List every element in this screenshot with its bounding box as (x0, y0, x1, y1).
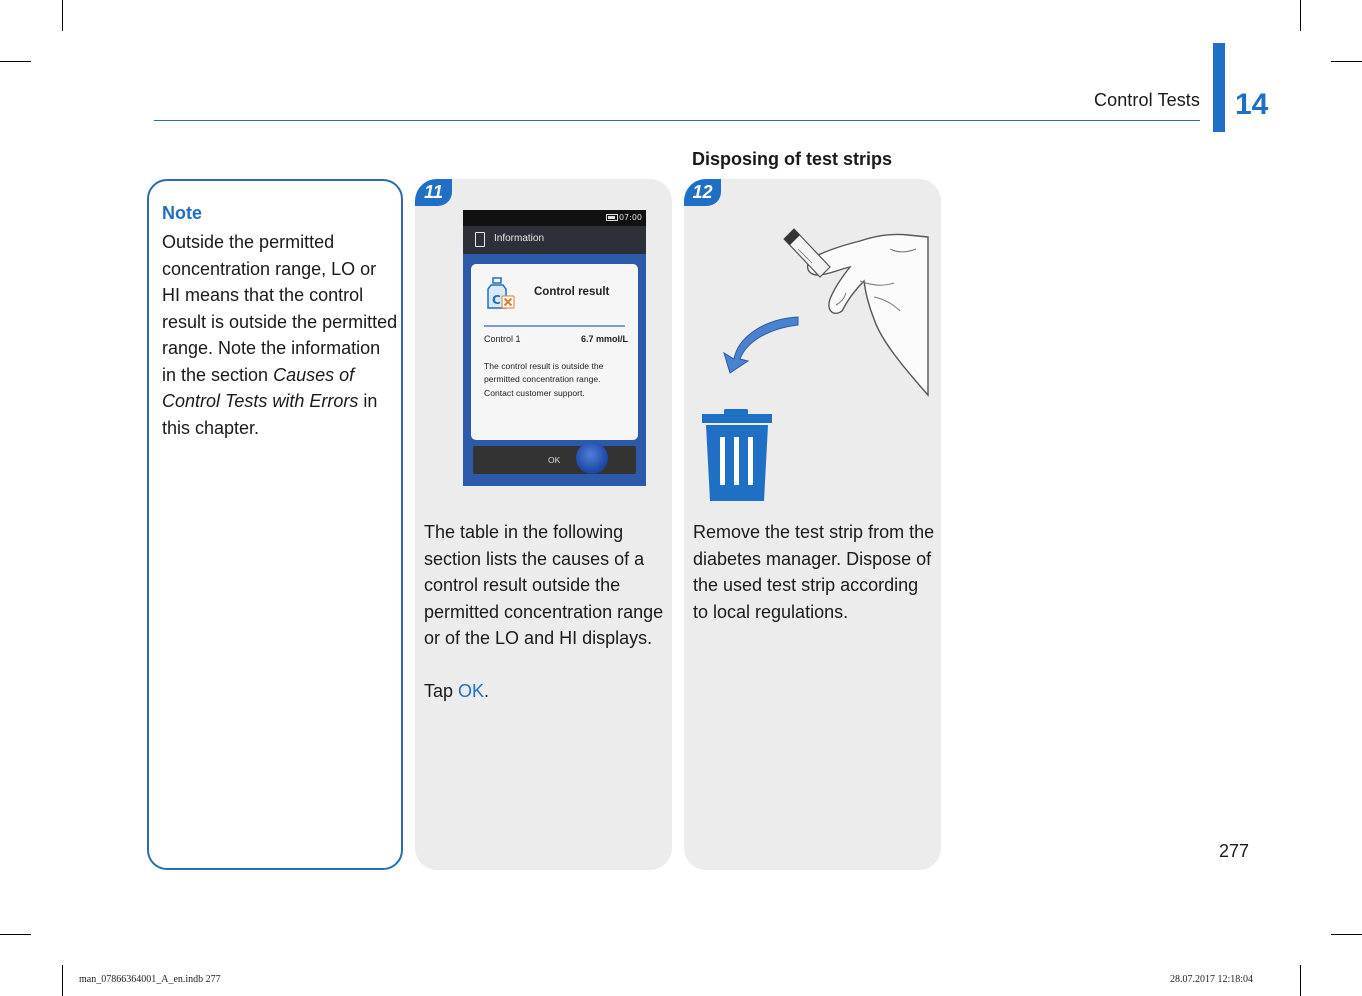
crop-mark (1300, 0, 1301, 31)
note-box (147, 179, 403, 870)
crop-mark (1331, 934, 1362, 935)
device-screenshot (463, 210, 646, 486)
crop-mark (1300, 965, 1301, 996)
tap-suffix: . (484, 681, 490, 701)
step-11-description: The table in the following section lists the causes of a control result outside the permitted concentration range or of the LO and HI displays. (424, 522, 664, 648)
step-badge: 12 (684, 179, 721, 206)
crop-mark (0, 61, 31, 62)
footer-timestamp: 28.07.2017 12:18:04 (1170, 974, 1254, 985)
crop-mark (62, 0, 63, 31)
note-text-part: in this chapter. (162, 391, 378, 438)
info-page-icon (475, 232, 485, 247)
status-bar (463, 210, 646, 226)
page-heading: Disposing of test strips (692, 149, 893, 169)
ok-link[interactable]: OK (458, 681, 485, 701)
chapter-number: 14 (1235, 88, 1269, 121)
step-11-text (424, 519, 668, 705)
dispose-strip-illustration (694, 219, 934, 509)
ok-button-label: OK (548, 455, 561, 465)
note-text-part: Outside the permitted concentration range, LO or HI means that the control result is outside the permitted range. Note the information in the section (162, 232, 398, 385)
step-12-panel (684, 179, 941, 870)
section-title: Control Tests (1093, 90, 1200, 110)
dialog-divider (484, 325, 625, 327)
header-rule (154, 120, 1200, 121)
dialog-title: Control result (534, 286, 610, 298)
tap-indicator-icon (576, 442, 608, 474)
dialog-message: The control result is outside the permitted concentration range. Contact customer support. (484, 361, 604, 398)
footer-file-info: man_07866364001_A_en.indb 277 (79, 974, 221, 985)
ok-button[interactable] (473, 446, 636, 474)
app-title: Information (494, 233, 545, 244)
control-value: 6.7 mmol/L (580, 334, 628, 344)
step-11-panel (415, 179, 672, 870)
control-result-dialog (471, 264, 638, 440)
page-number: 277 (1219, 841, 1250, 861)
status-time: 07:00 (618, 213, 642, 222)
note-cross-reference: Causes of Control Tests with Errors (162, 364, 359, 411)
control-bottle-error-icon (485, 276, 517, 312)
tap-instruction (424, 681, 489, 701)
control-label: Control 1 (484, 334, 521, 344)
chapter-tab (1213, 43, 1225, 132)
hand-icon (808, 234, 928, 395)
step-badge: 11 (415, 179, 452, 206)
note-text (162, 229, 398, 441)
crop-mark (0, 934, 31, 935)
note-title: Note (162, 203, 202, 223)
svg-text:C: C (492, 293, 501, 307)
battery-icon (606, 214, 618, 221)
curved-arrow-icon (724, 317, 798, 373)
step-12-text: Remove the test strip from the diabetes manager. Dispose of the used test strip according to local regulations. (693, 522, 935, 622)
crop-mark (62, 965, 63, 996)
crop-mark (1331, 61, 1362, 62)
trash-can-icon (702, 409, 772, 501)
app-bar (463, 226, 646, 254)
tap-prefix: Tap (424, 681, 459, 701)
